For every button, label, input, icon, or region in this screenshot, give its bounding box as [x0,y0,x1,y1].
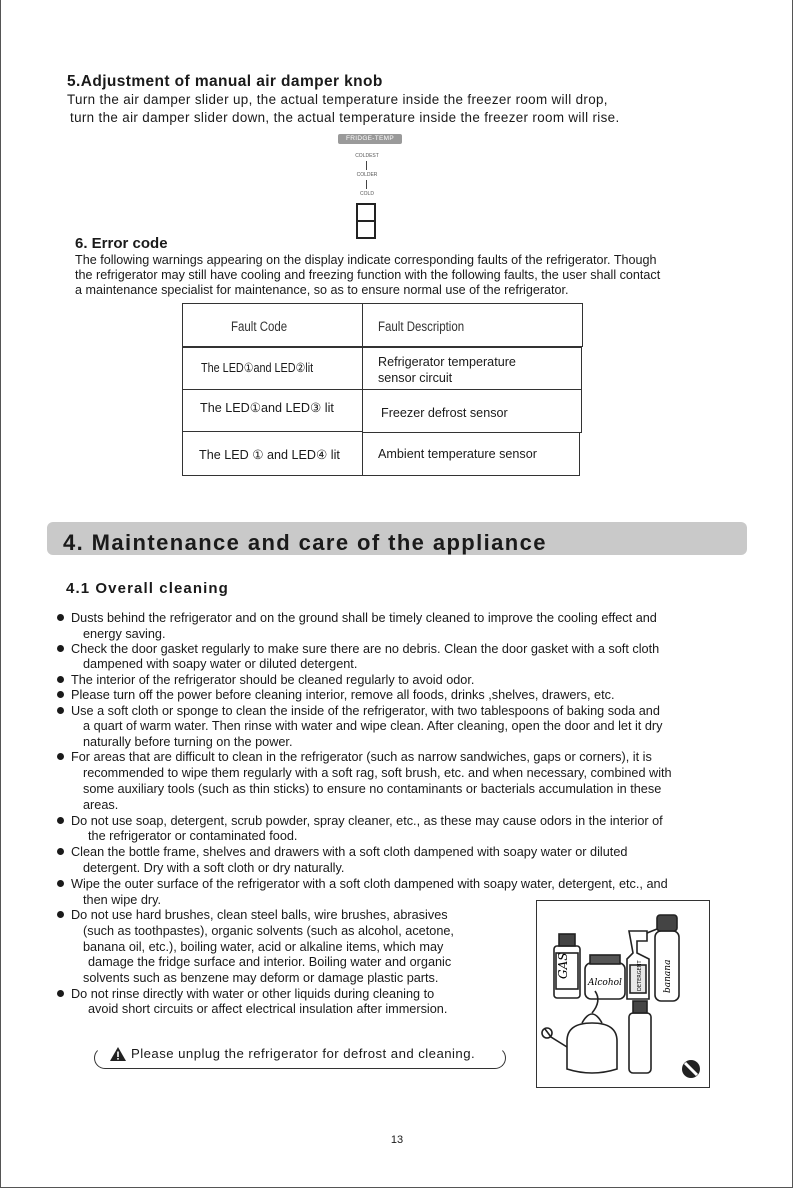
bullet-line: detergent. Dry with a soft cloth or dry naturally. [83,861,345,875]
bullet-line: energy saving. [83,627,166,641]
colder-label: COLDER [356,172,378,178]
unplug-notice: Please unplug the refrigerator for defrost and cleaning. [131,1046,476,1061]
bullet-line: dampened with soapy water or diluted detergent. [83,657,358,671]
bullet-line: (such as toothpastes), organic solvents (such as alcohol, acetone, [83,924,454,938]
chapter-title: 4. Maintenance and care of the appliance [63,530,547,555]
bullet-dot [57,691,64,698]
bullet-line: recommended to wipe them regularly with a soft rag, soft brush, etc. and when necessary, combined with [83,766,672,780]
bullet-line: banana oil, etc.), boiling water, acid or alkaline items, which may [83,940,444,954]
scale-tick [366,180,367,189]
page-number: 13 [390,1134,404,1146]
warning-icon [109,1046,127,1062]
bullet-dot [57,990,64,997]
bullet-line: naturally before turning on the power. [83,735,293,749]
bullet-line: avoid short circuits or affect electrical insulation after immersion. [88,1002,448,1016]
alcohol-label: Alcohol [588,978,622,988]
col-fault-description: Fault Description [378,319,465,334]
bullet-dot [57,817,64,824]
bullet-line: The interior of the refrigerator should be cleaned regularly to avoid odor. [71,673,475,687]
bullet-line: areas. [83,798,119,812]
bullet-line: Wipe the outer surface of the refrigerator with a soft cloth dampened with soapy water, detergent, etc., and [71,877,668,891]
detergent-label: DETERGENT [637,960,643,991]
col-fault-code: Fault Code [231,319,288,334]
section5-heading: 5.Adjustment of manual air damper knob [67,73,383,90]
bullet-dot [57,614,64,621]
bullet-line: then wipe dry. [83,893,162,907]
scale-tick [366,161,367,170]
bullet-dot [57,676,64,683]
fault-code-cell: The LED①and LED③ lit [200,401,334,415]
bullet-line: Check the door gasket regularly to make sure there are no debris. Clean the door gasket with a soft cloth [71,642,660,656]
bullet-line: Dusts behind the refrigerator and on the ground shall be timely cleaned to improve the cooling effect and [71,611,657,625]
section5-line2: turn the air damper slider down, the actual temperature inside the freezer room will rise. [70,110,620,125]
bullet-dot [57,645,64,652]
bullet-line: the refrigerator or contaminated food. [88,829,298,843]
gas-label: GAS [556,952,570,979]
bullet-line: Do not rinse directly with water or other liquids during cleaning to [71,987,435,1001]
bullet-line: a quart of warm water. Then rinse with water and wipe clean. After cleaning, open the door and let it dry [83,719,663,733]
bullet-dot [57,753,64,760]
coldest-label: COLDEST [355,153,379,159]
fault-code-cell: The LED ① and LED④ lit [199,448,340,462]
fault-code-cell: The LED①and LED②lit [201,361,314,375]
fridge-temp-label: FRIDGE-TEMP [338,134,402,144]
bullet-dot [57,911,64,918]
bullet-line: Do not use soap, detergent, scrub powder, spray cleaner, etc., as these may cause odors in the interior of [71,814,663,828]
section41-heading: 4.1 Overall cleaning [66,580,229,597]
bullet-dot [57,848,64,855]
air-damper-slider[interactable] [356,203,376,239]
fault-desc-cell: Ambient temperature sensor [378,447,537,461]
cold-label: COLD [360,191,374,197]
fault-desc-cell: sensor circuit [378,371,453,385]
banana-label: banana [663,959,673,993]
cleaners-drawing [537,901,709,1087]
section6-heading: 6. Error code [75,235,168,252]
bullet-dot [57,880,64,887]
bullet-line: solvents such as benzene may deform or damage plastic parts. [83,971,439,985]
prohibited-cleaners-illustration [536,900,710,1088]
fault-desc-cell: Refrigerator temperature [378,355,516,369]
bullet-line: some auxiliary tools (such as thin sticks) to ensure no contaminants or bacterials accumulation in these [83,782,662,796]
bullet-line: damage the fridge surface and interior. Boiling water and organic [88,955,452,969]
prohibition-icon [682,1060,700,1078]
bullet-dot [57,707,64,714]
bullet-line: Clean the bottle frame, shelves and drawers with a soft cloth dampened with soapy water or diluted [71,845,628,859]
section6-line: The following warnings appearing on the display indicate corresponding faults of the refrigerator. Though [75,253,657,267]
bullet-line: Please turn off the power before cleaning interior, remove all foods, drinks ,shelves, drawers, etc. [71,688,615,702]
section6-line: the refrigerator may still have cooling and freezing function with the following faults, the user shall contact [75,268,661,282]
bullet-line: For areas that are difficult to clean in the refrigerator (such as narrow sandwiches, gaps or corners), it is [71,750,652,764]
bullet-line: Do not use hard brushes, clean steel balls, wire brushes, abrasives [71,908,448,922]
fault-desc-cell: Freezer defrost sensor [381,406,508,420]
section5-line1: Turn the air damper slider up, the actual temperature inside the freezer room will drop, [67,92,608,107]
section6-line: a maintenance specialist for maintenance, so as to ensure normal use of the refrigerator. [75,283,569,297]
bullet-line: Use a soft cloth or sponge to clean the inside of the refrigerator, with two tablespoons of baking soda and [71,704,660,718]
